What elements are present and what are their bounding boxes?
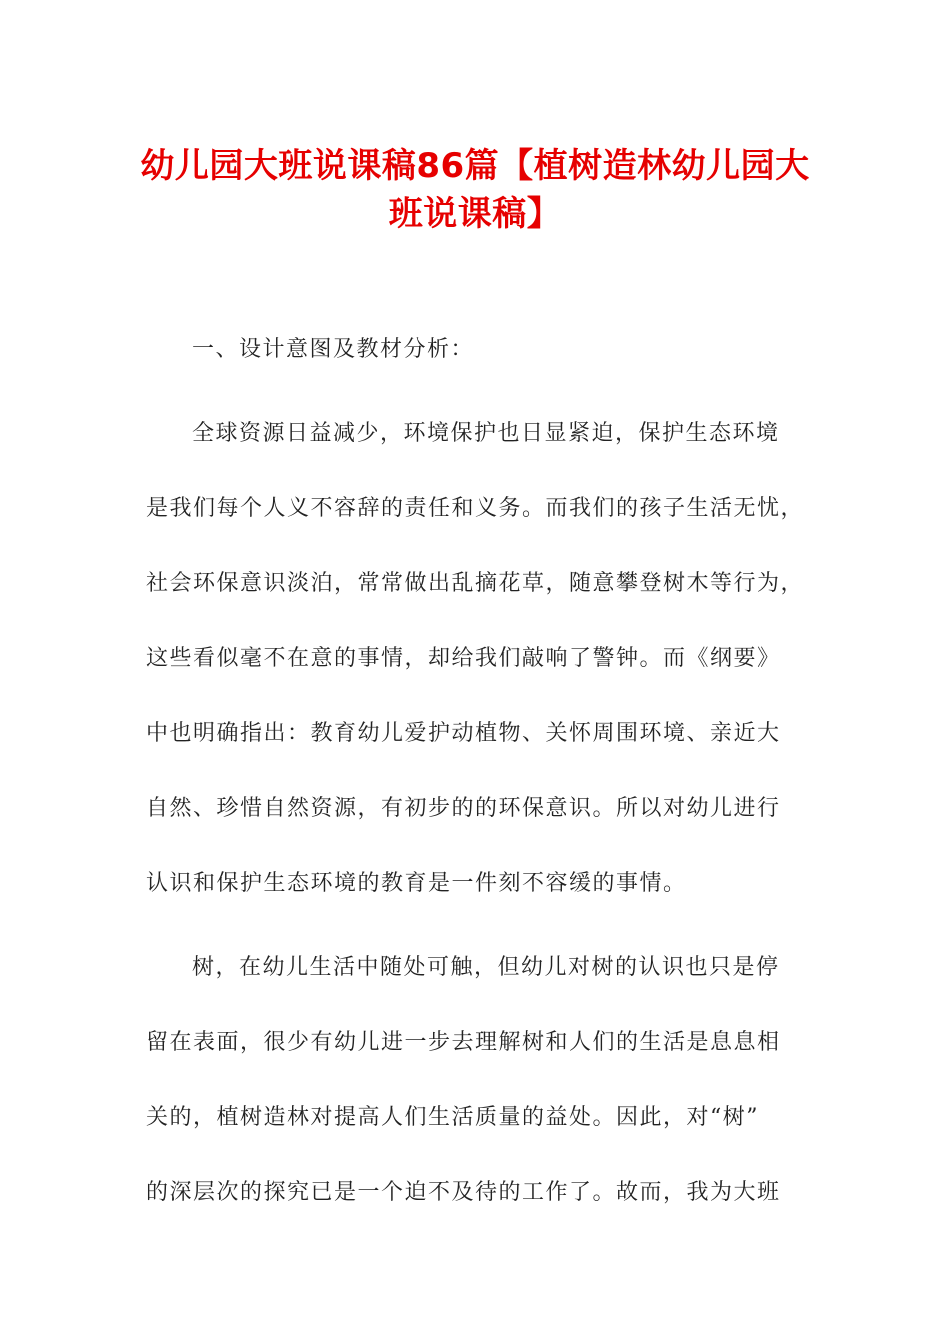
paragraph-line: 树，在幼儿生活中随处可触，但幼儿对树的认识也只是停 <box>192 955 780 980</box>
paragraph-line: 中也明确指出：教育幼儿爱护动植物、关怀周围环境、亲近大 <box>146 721 781 746</box>
section-heading: 一、设计意图及教材分析： <box>192 337 475 362</box>
paragraph-line: 这些看似毫不在意的事情，却给我们敲响了警钟。而《纲要》 <box>146 646 781 671</box>
paragraph-line: 关的，植树造林对提高人们生活质量的益处。因此，对“树” <box>146 1105 759 1130</box>
paragraph-line: 社会环保意识淡泊，常常做出乱摘花草，随意攀登树木等行为， <box>146 571 805 596</box>
paragraph-line: 认识和保护生态环境的教育是一件刻不容缓的事情。 <box>146 871 687 896</box>
paragraph-line: 自然、珍惜自然资源，有初步的的环保意识。所以对幼儿进行 <box>146 796 781 821</box>
paragraph-line: 的深层次的探究已是一个迫不及待的工作了。故而，我为大班 <box>146 1180 781 1205</box>
title-line-1: 幼儿园大班说课稿86篇【植树造林幼儿园大 <box>140 146 810 186</box>
paragraph-line: 是我们每个人义不容辞的责任和义务。而我们的孩子生活无忧， <box>146 496 805 521</box>
document-body <box>146 326 806 1244</box>
title-line-2: 班说课稿】 <box>388 194 562 234</box>
paragraph-line: 留在表面，很少有幼儿进一步去理解树和人们的生活是息息相 <box>146 1030 781 1055</box>
paragraph-line: 全球资源日益减少，环境保护也日显紧迫，保护生态环境 <box>192 421 780 446</box>
document-title <box>130 142 820 238</box>
